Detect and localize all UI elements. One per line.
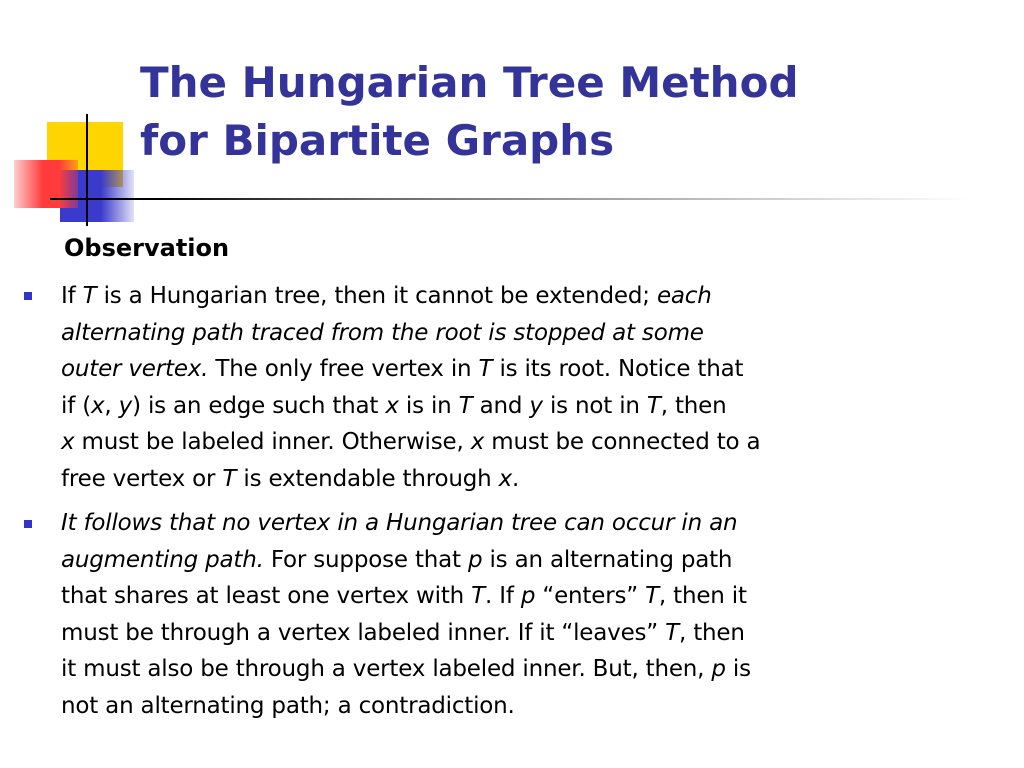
slide-title — [140, 54, 1000, 170]
text-line — [61, 424, 1006, 461]
italic-text-run: T — [645, 583, 659, 609]
text-run: and — [472, 392, 530, 419]
decor-red-square — [14, 160, 78, 208]
italic-text-run: x — [498, 465, 513, 492]
italic-text-run: It follows that no vertex in a Hungarian tree can occur in an — [61, 510, 738, 536]
italic-text-run: x — [90, 392, 105, 419]
italic-text-run: y — [529, 392, 543, 419]
text-line — [61, 388, 1006, 425]
text-line — [61, 315, 1006, 352]
italic-text-run: augmenting path. — [61, 546, 264, 573]
italic-text-run: x — [470, 429, 485, 455]
italic-text-run: p — [520, 583, 536, 609]
text-run: . — [512, 465, 520, 492]
italic-text-run: T — [471, 583, 486, 609]
text-run: is not in — [542, 392, 647, 419]
text-run: is extendable through — [236, 465, 499, 492]
bullet-2-marker — [24, 520, 32, 528]
text-line — [61, 542, 1006, 579]
text-run: it must also be through a vertex labeled inner. But, then, — [61, 656, 712, 682]
text-line — [61, 505, 1006, 542]
bullet-1-marker — [24, 292, 32, 300]
text-run: , — [104, 392, 119, 419]
text-run: , then — [660, 392, 727, 419]
text-line — [61, 688, 1006, 725]
text-run: For suppose that — [263, 546, 468, 573]
text-line — [61, 615, 1006, 652]
italic-text-run: p — [711, 656, 726, 682]
text-line — [61, 351, 1006, 388]
italic-text-run: outer vertex. — [61, 356, 209, 382]
italic-text-run: T — [478, 356, 493, 382]
text-run: ) is an edge such that — [132, 392, 386, 419]
text-run: The only free vertex in — [208, 356, 479, 382]
italic-text-run: alternating path traced from the root is stopped at some — [61, 319, 704, 346]
italic-text-run: T — [222, 465, 237, 492]
text-run: , then — [679, 619, 745, 646]
title-underline — [50, 198, 970, 200]
italic-text-run: T — [646, 392, 661, 419]
italic-text-run: each — [656, 283, 712, 309]
italic-text-run: p — [467, 546, 483, 573]
bullet-1-text — [61, 278, 1006, 497]
text-run: free vertex or — [61, 465, 223, 492]
observation-heading: Observation — [64, 234, 230, 262]
text-run: is its root. Notice that — [492, 356, 744, 382]
text-line — [61, 461, 1006, 498]
italic-text-run: T — [82, 283, 97, 309]
text-run: must be labeled inner. Otherwise, — [74, 429, 471, 455]
slide-title-line-1: The Hungarian Tree Method — [140, 58, 799, 107]
italic-text-run: T — [458, 392, 473, 419]
text-line — [61, 278, 1006, 315]
text-run: if ( — [61, 392, 91, 419]
slide-title-line-2: for Bipartite Graphs — [140, 116, 615, 165]
bullet-2-text — [61, 505, 1006, 724]
italic-text-run: T — [665, 619, 679, 646]
text-run: is an alternating path — [482, 546, 733, 573]
text-run: is in — [398, 392, 459, 419]
italic-text-run: x — [385, 392, 399, 419]
text-run: must be through a vertex labeled inner. If it “leaves” — [61, 619, 666, 646]
text-line — [61, 651, 1006, 688]
text-run: not an alternating path; a contradiction. — [61, 692, 515, 719]
text-run: If — [61, 283, 83, 309]
text-run: . If — [485, 583, 521, 609]
italic-text-run: x — [61, 429, 75, 455]
text-run: must be connected to a — [484, 429, 761, 455]
text-run: that shares at least one vertex with — [61, 583, 472, 609]
decor-vertical-line — [86, 114, 88, 226]
text-line — [61, 578, 1006, 615]
text-run: is a Hungarian tree, then it cannot be extended; — [96, 283, 657, 309]
text-run: , then it — [658, 583, 747, 609]
text-run: is — [725, 656, 751, 682]
text-run: “enters” — [535, 583, 646, 609]
italic-text-run: y — [118, 392, 133, 419]
